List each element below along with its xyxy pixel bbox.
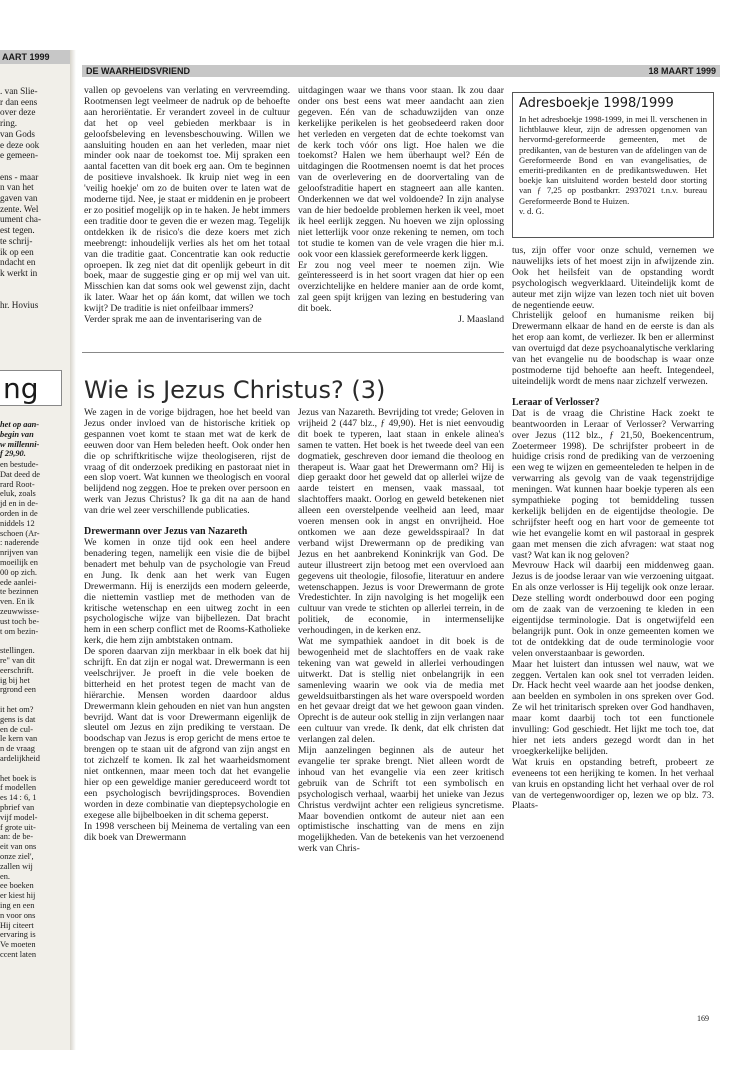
previous-page-header: AART 1999 bbox=[0, 50, 70, 64]
previous-page-line: en. bbox=[0, 871, 10, 881]
previous-page-line: ig bij het bbox=[0, 675, 30, 685]
paragraph: uitdagingen waar we thans voor staan. Ik zou daar onder ons best eens wat meer aandacht aan zien gegeven. Eén van de schaduwzijden van onze kerkelijke perikelen is het geobsedeerd raken door het verleden en vergeten dat de echte toekomst van de kerk toch vóór ons ligt. Hoe halen we die toekomst? Halen we hem überhaupt wel? Eén de uitdagingen die Rootmensen noemt is dat het proces van de overlevering en de doorvertaling van de geloofstraditie hapert en stagneert aan alle kanten. Onderkennen we dat wel voldoende? In zijn analyse van de hier bedoelde problemen herken ik veel, moet ik heel eerlijk zeggen. Nu hoeven we zijn oplossing niet letterlijk voor onze rekening te nemen, om toch tot studie te komen van de vele vragen die hier m.i. ook voor een klassiek gereformeerde kerk liggen. bbox=[298, 85, 504, 260]
running-header bbox=[82, 65, 720, 77]
previous-page-line: f 29,90. bbox=[0, 449, 26, 459]
previous-page-line: zeuwwisse- bbox=[0, 607, 40, 616]
previous-page-line: ven. En ik bbox=[0, 597, 35, 607]
previous-page-line: te schrij- bbox=[0, 235, 33, 246]
paragraph: Wat me sympathiek aandoet in dit boek is de bewogenheid met de slachtoffers en de vaak rake tekening van wat geweld in allerlei verhoudingen uitwerkt. Dat is stellig niet onbelangrijk in een samenleving waarin we ook via de media met geweldsuitbarstingen als het ware overspoeld worden en het gevaar dreigt dat we het gewoon gaan vinden. Oprecht is de auteur ook stellig in zijn verlangen naar een cultuur van vrede. Ik denk, dat elk christen dat verlangen zal delen. bbox=[298, 636, 504, 746]
previous-page-line: gaven van bbox=[0, 193, 38, 203]
section-heading: Leraar of Verlosser? bbox=[512, 396, 600, 408]
publication-name: DE WAARHEIDSVRIEND bbox=[86, 66, 191, 76]
previous-page-line: f grote uit- bbox=[0, 822, 36, 832]
previous-page-line: eerschrift. bbox=[0, 665, 34, 675]
box-title: Adresboekje 1998/1999 bbox=[519, 96, 674, 111]
previous-page-line: ndacht en bbox=[0, 257, 36, 268]
previous-page-line: ing en een bbox=[0, 901, 35, 910]
previous-page-line: n voor ons bbox=[0, 910, 36, 920]
previous-page-line: en bestude- bbox=[0, 460, 39, 469]
paragraph: We komen in onze tijd ook een heel andere benadering tegen, namelijk een visie die de bijbel benadert met behulp van de psychologie van Freud en Jung. Ik denk aan het werk van Eugen Drewermann. Hij is enerzijds een modern geleerde, die niettemin vastliep met de methoden van de kritische wetenschap en een uitweg zocht in een psychologische wijze van bijbellezen. Dat bracht hem in een scherp conflict met de Rooms-Katholieke kerk, die hem zijn ambtstaken ontnam. bbox=[84, 537, 290, 647]
article-column-2 bbox=[298, 408, 504, 855]
previous-page-line: e deze ook bbox=[0, 139, 40, 150]
previous-page-line: orden in de bbox=[0, 509, 38, 518]
previous-page-line: an: de be- bbox=[0, 832, 34, 842]
previous-page-line: rard Root- bbox=[0, 479, 35, 489]
previous-page-line: Ve moeten bbox=[0, 940, 36, 950]
previous-page-line: vijf model- bbox=[0, 812, 38, 822]
paragraph: Mijn aanzelingen beginnen als de auteur het evangelie ter sprake brengt. Niet alleen wordt de inhoud van het evangelie via een zeer kritisch gebruik van de Schrift tot een symbolisch en psychologisch verhaal, waarbij het unieke van Jezus Christus verdwijnt achter een religieus syncretisme. Maar bovendien ontkomt de auteur niet aan een optimistische inschatting van de mens en zijn mogelijkheden. Van de betekenis van het verzoenend werk van Chris- bbox=[298, 745, 504, 855]
paragraph: Maar het luistert dan intussen wel nauw, wat we zeggen. Vertalen kan ook snel tot verraden leiden. Dr. Hack hecht veel waarde aan het joodse denken, aan beelden en symbolen in ons spreken over God. Ze wil het trinitarisch spreken over God handhaven, maar komt daarbij toch tot een functionele invulling: God geschiedt. Het lijkt me toch toe, dat hier net iets anders gezegd wordt dan in het vroegkerkelijke belijden. bbox=[512, 658, 714, 757]
article-title: Wie is Jezus Christus? (3) bbox=[84, 376, 386, 404]
previous-page-line: re" van dit bbox=[0, 656, 36, 665]
paragraph: vallen op gevoelens van verlating en vervreemding. Rootmensen legt veelmeer de nadruk op de behoefte aan heroriëntatie. Er verandert zoveel in de cultuur dat het op veel gebieden merkbaar is in geloofsbeleving en levensbeschouwing. Willen we aansluiting houden en aan het verleden, maar niet minder ook naar de toekomst toe. Mij spraken een aantal facetten van dit boek erg aan. Om te beginnen de positieve invalshoek. Ik kruip niet weg in een 'veilig hoekje' om zo de buiten over te laten wat de moderne tijd. Nee, je staat er middenin en je probeert er zo positief mogelijk op in te haken. Je hebt immers een traditie door te geven die er wezen mag. Tegelijk ontdekken ik de risico's die deze koers met zich meebrengt: inhoudelijk verlies als het om het totaal van die traditie gaat. Concentratie kan ook reductie oproepen. Ik zeg niet dat dit openlijk gebeurt in dit boek, maar de suggestie ging er op mij wel van uit. Misschien kan dat soms ook wel gewenst zijn, dacht ik later. Waar het op áán komt, dat willen we toch kwijt? De traditie is niet onfeilbaar immers? bbox=[84, 85, 290, 315]
paragraph: We zagen in de vorige bijdragen, hoe het beeld van Jezus onder invloed van de historische kritiek op gespannen voet komt te staan met wat de kerk de eeuwen door van Hem beleden heeft. Ook onder hen die op schriftkritische wijze theologiseren, rijst de vraag of dit onderzoek prediking en pastoraat niet in een slop voert. Wat kunnen we theologisch en vooral belijdend nog zeggen. Hoe te preken over persoon en werk van Jezus Christus? Ik ga dit na aan de hand van drie wel zeer verschillende publicaties. bbox=[84, 407, 290, 517]
previous-page-line: nrijven van bbox=[0, 548, 38, 558]
previous-page-line: het boek is bbox=[0, 773, 37, 783]
previous-page-line: gens is dat bbox=[0, 714, 36, 724]
author-signature: J. Maasland bbox=[458, 314, 504, 326]
previous-page-line: e gemeen- bbox=[0, 150, 39, 161]
paragraph: In 1998 verscheen bij Meinema de vertaling van een dik boek van Drewermann bbox=[84, 820, 290, 843]
previous-page-line: . van Slie- bbox=[0, 86, 38, 96]
page-gutter bbox=[70, 50, 76, 1050]
article-column-1 bbox=[84, 408, 290, 843]
adresboekje-box bbox=[512, 92, 714, 238]
previous-page-line: ervaring is bbox=[0, 930, 36, 940]
previous-page-line: f modellen bbox=[0, 783, 37, 793]
previous-page-line: jd en in de- bbox=[0, 499, 38, 509]
previous-page-sliver bbox=[0, 50, 70, 1050]
previous-page-line: it het om? bbox=[0, 705, 34, 714]
previous-page-line: het op aan- bbox=[0, 420, 40, 429]
previous-page-line: stellingen. bbox=[0, 646, 35, 656]
paragraph: Er zou nog veel meer te noemen zijn. Wie geïnteresseerd is in het soort vragen dat hier op een overzichtelijke en heldere manier aan de orde komt, zal geen spijt krijgen van lezing en bestudering van dit boek. bbox=[298, 259, 504, 315]
previous-page-line: le kern van bbox=[0, 734, 38, 744]
paragraph: Christelijk geloof en humanisme reiken bij Drewermann elkaar de hand en de eerste is dan als het erop aan komt, de verliezer. Ik ben er allerminst van overtuigd dat deze psychoanalytische verklaring van het evangelie nu de boodschap is waar onze postmoderne tijd behoefte aan heeft. Integendeel, uiteindelijk wordt de mens naar zichzelf verwezen. bbox=[512, 310, 714, 387]
previous-page-line: van Gods bbox=[0, 128, 35, 139]
previous-page-line: eit van ons bbox=[0, 842, 37, 852]
previous-page-heading-fragment: ng bbox=[0, 370, 62, 406]
paragraph: Dat is de vraag die Christine Hack zoekt te beantwoorden in Leraar of Verlosser? Verwarring over Jezus (112 blz., ƒ 21,50, Boekencentrum, Zoetermeer 1998). De schrijfster probeert in de huidige crisis rond de prediking van de verzoening een weg te wijzen en gemeenteleden te helpen in de verwarring als gevolg van de vaak tegenstrijdige meningen. Wat kunnen haar boekje typeren als een sympathieke poging tot bemiddeling tussen kerkelijk belijden en de eigentijdse theologie. De schrijfster heeft oog en hart voor de gemeente tot wie het evangelie komt en wil pastoraal in gesprek gaan met mensen die zich afvragen: wat staat nog vast? Wat kan ik nog geloven? bbox=[512, 407, 714, 561]
paragraph: Wat kruis en opstanding betreft, probeert ze eveneens tot een herijking te komen. In het verhaal van kruis en opstanding licht het verhaal over de rol van de vertegenwoordiger op, lezen we op blz. 73. Plaats- bbox=[512, 756, 714, 812]
previous-page-line: ee boeken bbox=[0, 881, 34, 891]
previous-page-line: 00 op zich. bbox=[0, 567, 37, 577]
section-divider bbox=[82, 352, 504, 353]
previous-page-line: begin van bbox=[0, 429, 34, 439]
paragraph: Jezus van Nazareth. Bevrijding tot vrede; Geloven in vrijheid 2 (447 blz., ƒ 49,90). Het is niet eenvoudig dit boek te typeren, laat staan in enkele alinea's samen te vatten. Het boek is het tweede deel van een dogmatiek, geschreven door iemand die theoloog en therapeut is. Waar gaat het Drewermann om? Hij is diep geraakt door het geweld dat op allerlei wijze de aarde teistert en mensen, vaak massaal, tot slachtoffers maakt. Oorlog en geweld betekenen niet alleen een overstelpende veelheid aan leed, maar voeren mensen ook in angst en onvrijheid. Hoe ontkomen we aan deze geweldsspiraal? In dat verband wijst Drewermann op de prediking van Jezus en het aanbrekend Koninkrijk van God. De auteur illustreert zijn betoog met een overvloed aan gegevens uit theologie, filosofie, literatuur en andere wetenschappen. Jezus is voor Drewermann de grote Vredestichter. In zijn navolging is het mogelijk een cultuur van vrede te stichten op allerlei terrein, in de politiek, de economie, in intermenselijke verhoudingen, in de kerken enz. bbox=[298, 407, 504, 637]
previous-page-line: onze ziel', bbox=[0, 852, 34, 861]
paragraph: De sporen daarvan zijn merkbaar in elk boek dat hij schrijft. En dat zijn er nogal wat. Drewermann is een veelschrijver. Je proeft in die vele boeken de bitterheid en het protest tegen de macht van de hiërarchie. Mensen worden daardoor aldus Drewermann klein gehouden en niet van hun angsten bevrijd. Want dat is voor Drewermann eigenlijk de sleutel om Jezus en zijn prediking te verstaan. De boodschap van Jezus is erop gericht de mens ertoe te brengen op te staan uit de afgrond van zijn angst en tot zichzelf te komen. Ik zal het waarheidsmoment niet ontkennen, maar meen toch dat het evangelie hier op een geweldige manier gereduceerd wordt tot een psychologisch bevrijdingsproces. Bovendien worden in deze combinatie van dieptepsychologie en exegese alle bijbelboeken in dit schema geperst. bbox=[84, 646, 290, 821]
previous-page-line: en de cul- bbox=[0, 724, 34, 734]
previous-page-line: niddels 12 bbox=[0, 518, 35, 528]
box-signature: v. d. G. bbox=[519, 205, 544, 216]
previous-page-line: er kiest hij bbox=[0, 891, 36, 901]
paragraph: tus, zijn offer voor onze schuld, vernemen we nauwelijks iets of het moest zijn in afwijzende zin. Ook het heilsfeit van de opstanding wordt psychologisch wegverklaard. Uiteindelijk komt de auteur met zijn wijze van lezen toch niet uit boven de negentiende eeuw. bbox=[512, 245, 714, 311]
previous-page-line: n van het bbox=[0, 182, 34, 193]
box-body: In het adresboekje 1998-1999, in mei ll. verschenen in lichtblauwe kleur, zijn de adressen opgenomen van hervormd-gereformeerde gemeenten, met de predikanten, van de besturen van de afdelingen van de Gereformeerde Bond en van evangelisaties, de emeriti-predikanten en de predikantsweduwen. Het boekje kan uitsluitend worden besteld door storting van ƒ 7,25 op postbankrr. 2937021 t.n.v. bureau Gereformeerde Bond te Huizen. bbox=[519, 114, 707, 206]
top-column-1 bbox=[84, 86, 290, 326]
previous-page-line: : naderende bbox=[0, 538, 39, 548]
previous-page-line: rgrond een bbox=[0, 685, 36, 695]
top-column-2 bbox=[298, 86, 504, 326]
previous-page-line: ument cha- bbox=[0, 214, 42, 225]
paragraph: Mevrouw Hack wil daarbij een middenweg gaan. Jezus is de joodse leraar van wie verzoening uitgaat. En als onze verlosser is Hij tegelijk ook onze leraar. Deze stelling wordt onderbouwd door een poging om de zaak van de verzoening te kleden in een eigentijdse terminologie. Dat is ongetwijfeld een belangrijk punt. Ook in onze gemeenten komen we tot de ontdekking dat de oude terminologie voor velen onverstaanbaar is geworden. bbox=[512, 560, 714, 659]
previous-page-line: te bezinnen bbox=[0, 587, 39, 597]
previous-page-line: t om bezin- bbox=[0, 626, 39, 636]
previous-page-line: ardelijkheid bbox=[0, 754, 40, 763]
previous-page-line: zallen wij bbox=[0, 861, 33, 871]
previous-page-line: ede aanlei- bbox=[0, 577, 37, 587]
previous-page-line: ens - maar bbox=[0, 171, 39, 182]
previous-page-line: est tegen. bbox=[0, 225, 35, 236]
previous-page-line: r dan eens bbox=[0, 96, 38, 107]
section-heading: Drewermann over Jezus van Nazareth bbox=[84, 526, 248, 538]
previous-page-line: ust toch be- bbox=[0, 616, 40, 626]
previous-page-line: Hij citeert bbox=[0, 920, 34, 930]
previous-page-line: Dat deed de bbox=[0, 469, 40, 479]
page-number: 169 bbox=[697, 1014, 709, 1023]
previous-page-line: hr. Hovius bbox=[0, 300, 39, 310]
issue-date: 18 MAART 1999 bbox=[648, 66, 716, 76]
previous-page-line: w millenni- bbox=[0, 439, 40, 449]
previous-page-line: schoen (Ar- bbox=[0, 528, 40, 538]
previous-page-line: ik op een bbox=[0, 246, 34, 257]
previous-page-line: ring. bbox=[0, 118, 18, 129]
previous-page-line: pbrief van bbox=[0, 803, 35, 812]
previous-page-line: es 14 : 6, 1 bbox=[0, 793, 37, 803]
article-column-3 bbox=[512, 246, 714, 812]
previous-page-line: n de vraag bbox=[0, 744, 35, 754]
previous-page-line: over deze bbox=[0, 107, 36, 118]
previous-page-line: ccent laten bbox=[0, 950, 37, 959]
previous-page-line: eluk, zoals bbox=[0, 489, 36, 499]
paragraph: Verder sprak me aan de inventarisering van de bbox=[84, 314, 262, 326]
previous-page-line: k werkt in bbox=[0, 267, 38, 278]
previous-page-line: zente. Wel bbox=[0, 203, 39, 214]
previous-page-line: moeilijk en bbox=[0, 558, 38, 567]
